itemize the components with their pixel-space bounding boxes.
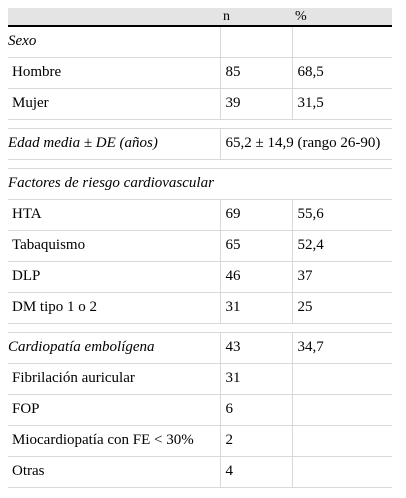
row-n: 31 — [220, 363, 292, 394]
row-n: 39 — [220, 88, 292, 119]
row-label: Tabaquismo — [8, 230, 220, 261]
section-title: Sexo — [8, 26, 220, 57]
row-pct: 31,5 — [292, 88, 392, 119]
table-row — [8, 292, 392, 323]
spacer-cell — [8, 159, 392, 168]
row-label: Miocardiopatía con FE < 30% — [8, 425, 220, 456]
table-row — [8, 425, 392, 456]
section-title: Edad media ± DE (años) — [8, 128, 220, 159]
table-container — [8, 8, 392, 488]
table-row — [8, 261, 392, 292]
row-pct: 37 — [292, 261, 392, 292]
row-pct: 52,4 — [292, 230, 392, 261]
header-label-col — [8, 8, 220, 26]
table-row — [8, 394, 392, 425]
demographics-table — [8, 8, 392, 488]
row-label: Mujer — [8, 88, 220, 119]
row-n: 6 — [220, 394, 292, 425]
header-n-col: n — [220, 8, 292, 26]
table-row — [8, 456, 392, 487]
header-pct-col: % — [292, 8, 392, 26]
row-n: 4 — [220, 456, 292, 487]
table-cell — [292, 26, 392, 57]
row-pct: 34,7 — [292, 332, 392, 363]
row-value: 65,2 ± 14,9 (rango 26-90) — [220, 128, 392, 159]
section-row-factores — [8, 168, 392, 199]
row-pct: 68,5 — [292, 57, 392, 88]
row-n: 69 — [220, 199, 292, 230]
spacer-cell — [8, 119, 392, 128]
row-n: 31 — [220, 292, 292, 323]
row-pct — [292, 394, 392, 425]
row-n: 65 — [220, 230, 292, 261]
section-row-cardiopatia — [8, 332, 392, 363]
table-row — [8, 88, 392, 119]
row-pct — [292, 425, 392, 456]
row-label: FOP — [8, 394, 220, 425]
row-label: DLP — [8, 261, 220, 292]
table-row — [8, 363, 392, 394]
table-row — [8, 230, 392, 261]
row-label: Otras — [8, 456, 220, 487]
row-n: 85 — [220, 57, 292, 88]
spacer-row — [8, 323, 392, 332]
table-cell — [220, 26, 292, 57]
row-n: 2 — [220, 425, 292, 456]
row-n: 46 — [220, 261, 292, 292]
row-label: Fibrilación auricular — [8, 363, 220, 394]
spacer-row — [8, 119, 392, 128]
spacer-cell — [8, 323, 392, 332]
section-title: Factores de riesgo cardiovascular — [8, 168, 392, 199]
table-row — [8, 57, 392, 88]
row-label: Hombre — [8, 57, 220, 88]
row-n: 43 — [220, 332, 292, 363]
row-pct — [292, 456, 392, 487]
section-title: Cardiopatía embolígena — [8, 332, 220, 363]
row-pct: 55,6 — [292, 199, 392, 230]
row-label: HTA — [8, 199, 220, 230]
row-pct: 25 — [292, 292, 392, 323]
spacer-row — [8, 159, 392, 168]
row-label: DM tipo 1 o 2 — [8, 292, 220, 323]
section-row-edad — [8, 128, 392, 159]
row-pct — [292, 363, 392, 394]
table-header-row — [8, 8, 392, 26]
section-row-sexo — [8, 26, 392, 57]
table-row — [8, 199, 392, 230]
